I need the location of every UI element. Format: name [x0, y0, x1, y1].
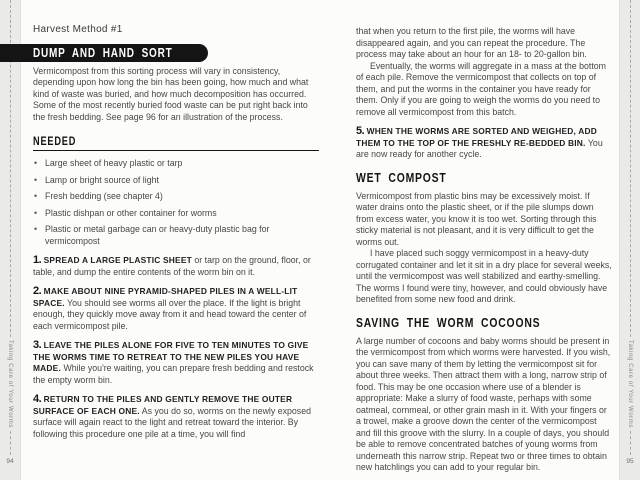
- saving-worm-cocoons-heading: SAVING THE WORM COCOONS: [356, 314, 541, 330]
- continued-paragraph: that when you return to the first pile, the worms will have disappeared again, and you can repeat the procedure. The process may take about an hour for an 18- to 20-gallon bin.: [356, 26, 587, 59]
- step-5: 5. WHEN THE WORMS ARE SORTED AND WEIGHED, ADD THEM TO THE TOP OF THE FRESHLY RE-BEDDED BIN. You are now ready for another cycle.: [356, 125, 603, 159]
- left-edge-dashed-line-lower: [10, 431, 11, 455]
- body-paragraph: Eventually, the worms will aggregate in a mass at the bottom of each pile. Remove the vermicompost that collects on top of them, and put the worms in the container you have ready for them. Only if you are going to weigh the worms do you need to remove all vermicompost from this batch.: [356, 60, 606, 117]
- body-paragraph: A large number of cocoons and baby worms should be present in the vermicompost from which worms were harvested. If you wish, you can save many of them by letting the vermicompost sit for about three weeks. Then attract them with a long, narrow strip of food. This may be one occasion where use of a blender is appropriate: Make a slurry of food waste, perhaps with some oatmeal, cornmeal, or other grain mash in it. With your fingers or a trowel, make a groove down the center of the vermicompost and fill this groove with the slurry. In a couple of days, you should be able to remove concentrated batches of young worms from underneath this narrow strip. Repeat two or three times to obtain new hatchlings you can add to your regular bin.: [356, 335, 611, 472]
- intro-paragraph: Vermicompost from this sorting process will vary in consistency, depending upon how long the bin has been going, how much and what kind of waste was buried, and how much decomposition has occurred. Some of the most recently buried food waste can be put right back into the fresh bedding. See page 96 for an illustration of the process.: [33, 65, 309, 122]
- list-item: • Plastic dishpan or other container for worms: [33, 208, 319, 220]
- step-1: 1. SPREAD A LARGE PLASTIC SHEET or tarp on the ground, floor, or table, and dump the entire contents of the worm bin on it.: [33, 254, 311, 277]
- left-chapter-tab-label: Taking Care of Your Worms: [7, 340, 13, 428]
- right-page-number: 95: [626, 458, 634, 465]
- right-page-column: [356, 26, 613, 474]
- wet-compost-heading: WET COMPOST: [356, 169, 447, 185]
- step-3: 3. LEAVE THE PILES ALONE FOR FIVE TO TEN MINUTES TO GIVE THE WORMS TIME TO RETREAT TO THE NEW PILES YOU HAVE MADE. While you're waiting, you can prepare fresh bedding and restock the empty worm bin.: [33, 339, 314, 385]
- list-item: • Fresh bedding (see chapter 4): [33, 191, 319, 203]
- right-chapter-tab-label: Taking Care of Your Worms: [627, 340, 633, 428]
- right-page-edge: [619, 0, 640, 480]
- left-page-edge: [0, 0, 21, 480]
- list-item: • Lamp or bright source of light: [33, 175, 319, 187]
- needed-heading: NEEDED: [33, 136, 319, 151]
- section-title-banner: [0, 44, 208, 62]
- list-item: • Large sheet of heavy plastic or tarp: [33, 158, 319, 170]
- body-paragraph: Vermicompost from plastic bins may be excessively moist. If water drains onto the plastic sheet, or if the pile slumps down from excess water, you know it is too wet. Sorting through this sticky material is not pleasant, and it is very difficult to get the worms out.: [356, 190, 597, 247]
- step-4: 4. RETURN TO THE PILES AND GENTLY REMOVE THE OUTER SURFACE OF EACH ONE. As you do so, worms on the newly exposed surface will again react to the light and retreat toward the interior. By following this procedure one pile at a time, you will find: [33, 393, 311, 439]
- kicker-harvest-method: Harvest Method #1: [33, 24, 123, 35]
- needed-list: [33, 158, 319, 247]
- section-title: DUMP AND HAND SORT: [33, 46, 173, 60]
- left-page-column: [33, 24, 319, 440]
- right-edge-dashed-line-lower: [630, 431, 631, 455]
- step-2: 2. MAKE ABOUT NINE PYRAMID-SHAPED PILES IN A WELL-LIT SPACE. You should see worms all over the place. If the light is bright enough, they quickly move away from it and head toward the center of each vermicompost pile.: [33, 285, 307, 331]
- left-page-number: 94: [6, 458, 14, 465]
- body-paragraph: I have placed such soggy vermicompost in a heavy-duty corrugated container and let it sit in a dry place for several weeks, until the vermicompost was well stabilized and earthy-smelling. The worms I found were tiny, however, and could obviously have benefited from some new food and drink.: [356, 248, 612, 304]
- list-item: • Plastic or metal garbage can or heavy-duty plastic bag for vermicompost: [33, 224, 319, 247]
- right-edge-dashed-line: [630, 0, 631, 337]
